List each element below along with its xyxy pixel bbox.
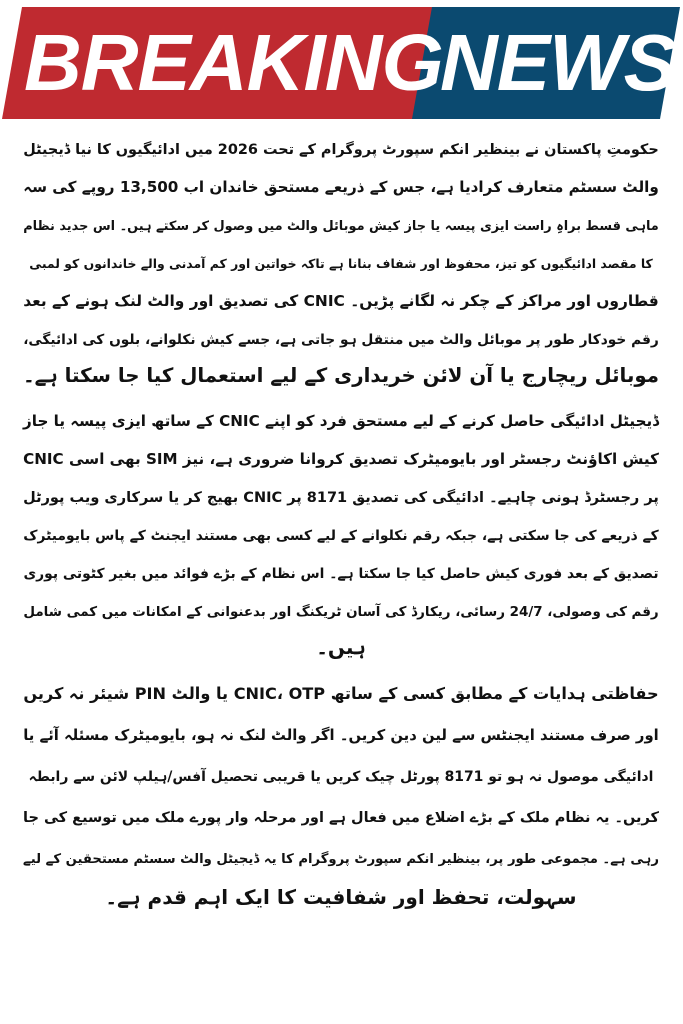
article-line bbox=[18, 672, 664, 713]
article-line bbox=[18, 400, 664, 438]
article-line-text: تصدیق کے بعد فوری کیش حاصل کیا جا سکتا ہے۔ اس نظام کے بڑے فوائد میں بغیر کٹوتی پوری bbox=[23, 566, 659, 582]
breaking-news-banner bbox=[0, 7, 683, 119]
article-line bbox=[18, 438, 664, 476]
article-line bbox=[18, 204, 664, 242]
article-paragraph bbox=[18, 400, 664, 666]
article-line bbox=[18, 552, 664, 590]
article-line-text: رقم خودکار طور پر موبائل والٹ میں منتقل ہو جاتی ہے، جسے کیش نکلوانے، بلوں کی ادائیگی، bbox=[23, 332, 659, 348]
article-line-text: رقم کی وصولی، 24/7 رسائی، ریکارڈ کی آسان ٹریکنگ اور بدعنوانی کے امکانات میں کمی شامل bbox=[23, 605, 659, 620]
article-line-text: ادائیگی موصول نہ ہو تو 8171 پورٹل چیک کریں یا قریبی تحصیل آفس/ہیلپ لائن سے رابطہ bbox=[28, 769, 654, 785]
article-line bbox=[18, 795, 664, 836]
article-line bbox=[18, 713, 664, 754]
article-line-text: موبائل ریچارج یا آن لائن خریداری کے لیے استعمال کیا جا سکتا ہے۔ bbox=[23, 364, 659, 387]
article-paragraph bbox=[18, 128, 664, 394]
article-line bbox=[18, 476, 664, 514]
article-line bbox=[18, 836, 664, 877]
article-paragraph bbox=[18, 672, 664, 918]
article-line bbox=[18, 128, 664, 166]
article-line-text: ڈیجیٹل ادائیگی حاصل کرنے کے لیے مستحق فرد کو اپنے CNIC کے ساتھ ایزی پیسہ یا جاز bbox=[23, 412, 659, 430]
banner-word-news: NEWS bbox=[440, 18, 676, 107]
article-line bbox=[18, 318, 664, 356]
article-line bbox=[18, 242, 664, 280]
article-line-text: کیش اکاؤنٹ رجسٹر اور بایومیٹرک تصدیق کروانا ضروری ہے، نیز SIM بھی اسی CNIC bbox=[23, 450, 659, 468]
banner-word-breaking: BREAKING bbox=[24, 18, 443, 107]
article-line bbox=[18, 514, 664, 552]
article-body bbox=[18, 128, 664, 924]
article-line-text: کا مقصد ادائیگیوں کو تیز، محفوظ اور شفاف بنانا ہے تاکہ خواتین اور کم آمدنی والے خاندانوں کو لمبی bbox=[29, 256, 653, 271]
article-line-text: والٹ سسٹم متعارف کرادیا ہے، جس کے ذریعے مستحق خاندان اب 13,500 روپے کی سہ bbox=[23, 178, 659, 196]
article-line-text: کریں۔ یہ نظام ملک کے بڑے اضلاع میں فعال ہے اور مرحلہ وار پورے ملک میں توسیع کی جا bbox=[23, 810, 659, 826]
article-line-text: ماہی قسط براہِ راست ایزی پیسہ یا جاز کیش موبائل والٹ میں وصول کر سکتے ہیں۔ اس جدید نظام bbox=[23, 219, 659, 234]
article-line-text: قطاروں اور مراکز کے چکر نہ لگانے پڑیں۔ CNIC کی تصدیق اور والٹ لنک ہونے کے بعد bbox=[23, 292, 659, 310]
article-line-text: پر رجسٹرڈ ہونی چاہیے۔ ادائیگی کی تصدیق 8171 پر CNIC بھیج کر یا سرکاری ویب پورٹل bbox=[23, 490, 659, 506]
article-line bbox=[18, 877, 664, 918]
article-line bbox=[18, 356, 664, 394]
article-line-text: سہولت، تحفظ اور شفافیت کا ایک اہم قدم ہے۔ bbox=[105, 885, 577, 909]
article-line-text: حکومتِ پاکستان نے بینظیر انکم سپورٹ پروگرام کے تحت 2026 میں ادائیگیوں کا نیا ڈیجیٹل bbox=[23, 142, 659, 158]
article-line bbox=[18, 590, 664, 628]
article-line bbox=[18, 628, 664, 666]
article-line-text: کے ذریعے کی جا سکتی ہے، جبکہ رقم نکلوانے کے لیے کسی بھی مستند ایجنٹ کے پاس بایومیٹرک bbox=[23, 528, 659, 544]
article-line bbox=[18, 754, 664, 795]
article-line-text: رہی ہے۔ مجموعی طور پر، بینظیر انکم سپورٹ پروگرام کا یہ ڈیجیٹل والٹ سسٹم مستحقین کے لیے bbox=[23, 852, 659, 867]
article-line-text: حفاظتی ہدایات کے مطابق کسی کے ساتھ CNIC، OTP یا والٹ PIN شیئر نہ کریں bbox=[23, 684, 659, 703]
article-line bbox=[18, 280, 664, 318]
article-line-text: ہیں۔ bbox=[316, 635, 366, 659]
article-line bbox=[18, 166, 664, 204]
article-line-text: اور صرف مستند ایجنٹس سے لین دین کریں۔ اگر والٹ لنک نہ ہو، بایومیٹرک مسئلہ آئے یا bbox=[23, 727, 659, 744]
